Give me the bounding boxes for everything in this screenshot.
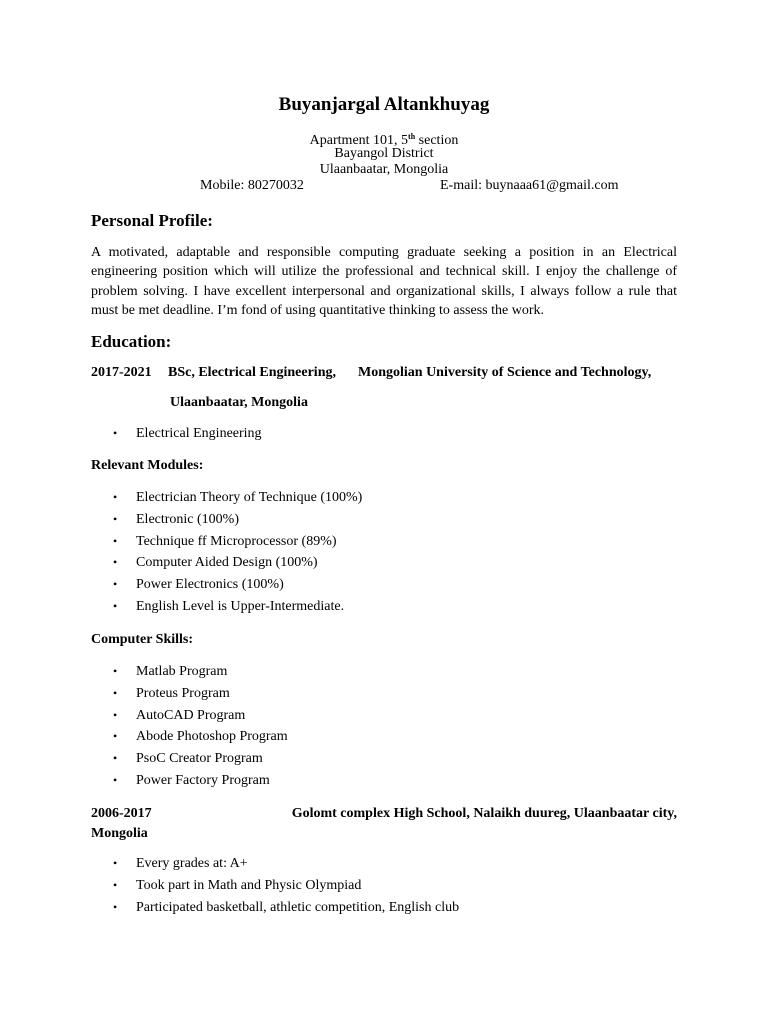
list-item-text: Matlab Program — [136, 664, 228, 679]
address-line-3: Ulaanbaatar, Mongolia — [319, 162, 449, 177]
school-achievements-list — [0, 853, 459, 918]
list-item-text: Proteus Program — [136, 685, 230, 701]
school-name: Golomt complex High School, Nalaikh duureg, Ulaanbaatar city, — [291, 806, 677, 821]
email-address: E-mail: buynaaa61@gmail.com — [440, 178, 619, 193]
list-item-text: English Level is Upper-Intermediate. — [136, 598, 345, 614]
list-item — [0, 423, 262, 445]
list-item — [0, 705, 288, 727]
bullet-icon: • — [113, 729, 118, 744]
list-item — [0, 531, 362, 553]
degree-title: BSc, Electrical Engineering, — [168, 365, 336, 380]
list-item-text: Technique ff Microprocessor (89%) — [136, 533, 337, 549]
list-item — [0, 897, 459, 919]
profile-text: A motivated, adaptable and responsible computing graduate seeking a position in an Electrical engineering position which will utilize the professional and technical skill. I enjoy the challenge of problem solving. I have excellent interpersonal and organizational skills, I always follow a rule that must be met deadline. I’m fond of using quantitative thinking to assess the work. — [91, 245, 677, 318]
bullet-icon: • — [113, 664, 118, 678]
list-item-text: Electronic (100%) — [136, 511, 240, 527]
list-item-text: Electrical Engineering — [136, 426, 262, 441]
list-item-text: Electrician Theory of Technique (100%) — [136, 490, 363, 505]
bullet-icon: • — [113, 707, 118, 722]
applicant-name: Buyanjargal Altankhuyag — [278, 94, 490, 115]
list-item-text: Participated basketball, athletic competition, English club — [136, 899, 460, 915]
degree-location: Ulaanbaatar, Mongolia — [170, 395, 308, 410]
list-item-text: Computer Aided Design (100%) — [136, 555, 318, 571]
list-item-text: Power Factory Program — [136, 772, 270, 788]
bullet-icon: • — [113, 751, 118, 766]
bullet-icon: • — [113, 598, 118, 613]
bullet-icon: • — [113, 555, 118, 570]
list-item-text: AutoCAD Program — [136, 707, 246, 723]
school-years: 2006-2017 — [91, 806, 152, 821]
degree-years: 2017-2021 — [91, 365, 152, 380]
list-item — [0, 726, 288, 748]
bullet-icon: • — [113, 577, 118, 592]
skills-list — [0, 661, 288, 792]
address-line-1-pre: Apartment 101, 5 — [309, 133, 409, 148]
list-item-text: Abode Photoshop Program — [136, 729, 288, 745]
degree-university: Mongolian University of Science and Technology, — [358, 365, 652, 380]
address-line-1-post: section — [415, 133, 459, 148]
bullet-icon: • — [113, 490, 118, 504]
bullet-icon: • — [113, 877, 118, 892]
bullet-icon: • — [113, 856, 118, 870]
modules-heading: Relevant Modules: — [91, 458, 204, 473]
list-item — [0, 770, 288, 792]
list-item — [0, 574, 362, 596]
address-line-1-sup: th — [408, 132, 416, 141]
bullet-icon: • — [113, 899, 118, 914]
skills-heading: Computer Skills: — [91, 632, 194, 647]
list-item — [0, 552, 362, 574]
list-item — [0, 683, 288, 705]
bullet-icon: • — [113, 533, 118, 548]
list-item-text: PsoC Creator Program — [136, 751, 263, 767]
list-item — [0, 596, 362, 618]
bullet-icon: • — [113, 511, 118, 526]
modules-list — [0, 487, 362, 618]
list-item — [0, 875, 459, 897]
list-item-text: Took part in Math and Physic Olympiad — [136, 877, 362, 893]
list-item — [0, 509, 362, 531]
list-item-text: Every grades at: A+ — [136, 856, 248, 871]
bullet-icon: • — [113, 426, 118, 440]
bullet-icon: • — [113, 685, 118, 700]
profile-heading: Personal Profile: — [91, 211, 213, 230]
list-item — [0, 661, 288, 683]
majors-list — [0, 423, 262, 445]
list-item — [0, 487, 362, 509]
school-country: Mongolia — [91, 826, 148, 841]
address-line-2: Bayangol District — [334, 146, 434, 161]
education-heading: Education: — [91, 332, 172, 351]
mobile-number: Mobile: 80270032 — [200, 178, 304, 193]
list-item — [0, 748, 288, 770]
list-item — [0, 853, 459, 875]
list-item-text: Power Electronics (100%) — [136, 577, 284, 593]
bullet-icon: • — [113, 772, 118, 787]
